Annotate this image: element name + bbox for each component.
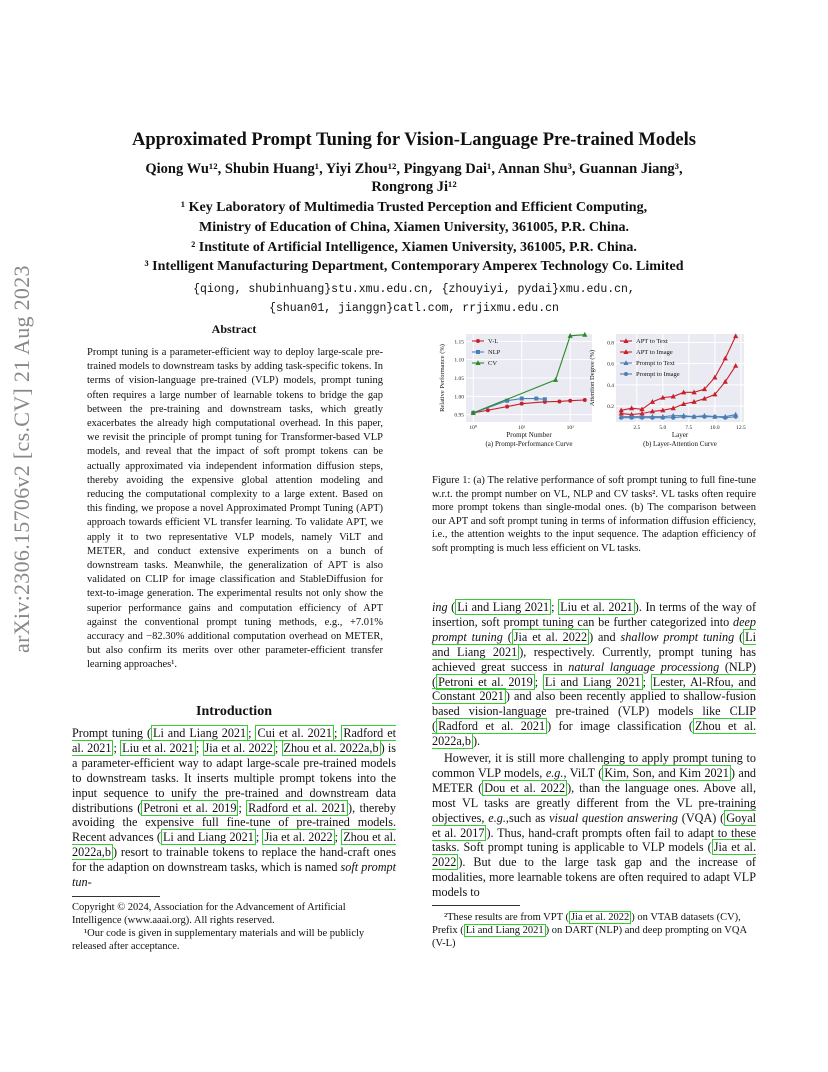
x-axis-label: Layer bbox=[671, 431, 689, 439]
data-point bbox=[505, 405, 509, 409]
citation-link[interactable]: Cui et al. 2021 bbox=[257, 726, 332, 740]
affiliation-1 bbox=[60, 198, 768, 238]
citation-link[interactable]: Radford et al. 2021 bbox=[72, 726, 397, 755]
rc-text: ) and METER ( bbox=[432, 765, 757, 795]
x-tick-label: 10¹ bbox=[518, 425, 526, 431]
rc-text: ( bbox=[734, 629, 744, 644]
rc-text: ( bbox=[502, 629, 512, 644]
data-point bbox=[682, 415, 686, 419]
rc-text: ) for image classification ( bbox=[547, 719, 693, 734]
rc-sep: ; bbox=[534, 674, 543, 689]
figure-1 bbox=[432, 326, 756, 466]
y-tick-label: 0.4 bbox=[607, 382, 614, 389]
rc-italic: visual question answering bbox=[549, 810, 678, 825]
chart-sublabel: (b) Layer-Attention Curve bbox=[643, 440, 717, 448]
copyright-notice: Copyright © 2024, Association for the Advancement of Artificial Intelligence (www.aaai.org). All rights reserved. bbox=[72, 902, 346, 926]
citation-link[interactable]: Jia et al. 2022 bbox=[432, 840, 756, 870]
introduction-paragraph bbox=[72, 726, 396, 890]
intro-text: ) is a parameter-efficient way to adapt large-scale pre-trained models to downstream tasks. It inserts multiple prompt tokens into the input sequence to unify the pre-trained and downstream data distributions ( bbox=[72, 740, 397, 815]
legend-marker bbox=[476, 339, 480, 343]
citation-link[interactable]: Li and Liang 2021 bbox=[432, 629, 756, 659]
data-point bbox=[671, 416, 675, 420]
x-axis-label: Prompt Number bbox=[506, 431, 552, 439]
citation-link[interactable]: Jia et al. 2022 bbox=[204, 740, 273, 755]
citation-link[interactable]: Li and Liang 2021 bbox=[544, 674, 641, 689]
data-point bbox=[543, 397, 547, 401]
citation-link[interactable]: Zhou et al. 2022a,b bbox=[432, 719, 757, 749]
data-point bbox=[630, 416, 634, 420]
rc-text: ), respectively. Currently, prompt tuning has achieved great success in bbox=[432, 644, 756, 674]
y-tick-label: 0.2 bbox=[607, 404, 614, 411]
x-tick-label: 7.5 bbox=[685, 425, 693, 431]
data-point bbox=[723, 416, 727, 420]
footnote-2 bbox=[432, 911, 756, 950]
x-tick-label: 2.5 bbox=[633, 425, 641, 431]
y-tick-label: 1.10 bbox=[454, 357, 464, 364]
citation-link[interactable]: Radford et al. 2021 bbox=[438, 719, 546, 734]
legend-label: Prompt to Text bbox=[636, 360, 675, 368]
citation-link[interactable]: Li and Liang 2021 bbox=[457, 600, 550, 614]
right-column-paragraph-1 bbox=[432, 600, 756, 749]
citation-link[interactable]: Jia et al. 2022 bbox=[513, 629, 588, 644]
y-tick-label: 1.15 bbox=[454, 339, 464, 346]
x-tick-label: 10⁰ bbox=[469, 425, 478, 431]
arxiv-identifier: arXiv:2306.15706v2 [cs.CV] 21 Aug 2023 bbox=[9, 265, 34, 653]
legend-marker bbox=[476, 350, 480, 354]
rc-text: ,such as bbox=[505, 810, 550, 825]
x-tick-label: 10.0 bbox=[710, 425, 720, 431]
rc-italic: deep prompt tuning bbox=[432, 614, 756, 644]
rc-text: ) and bbox=[589, 629, 621, 644]
chart-sublabel: (a) Prompt-Performance Curve bbox=[485, 440, 573, 448]
legend-label: APT to Text bbox=[636, 338, 668, 346]
legend-marker bbox=[624, 372, 628, 376]
rc-text: ), than the language ones. Above all, most VL tasks are greatly different from the VL pre-training objectives, bbox=[432, 780, 756, 825]
y-axis-label: Attention Degree (%) bbox=[589, 349, 596, 407]
rc-italic: natural language processiong bbox=[568, 659, 720, 674]
affiliation-1-line-1: ¹ Key Laboratory of Multimedia Trusted Perception and Efficient Computing, bbox=[180, 200, 648, 215]
citation-link[interactable]: Jia et al. 2022 bbox=[570, 912, 630, 923]
data-point bbox=[583, 398, 587, 402]
email-line-1: {qiong, shubinhuang}stu.xmu.edu.cn, {zhouyiyi, pydai}xmu.edu.cn, bbox=[193, 283, 635, 296]
intro-sep: ; bbox=[255, 830, 263, 845]
data-point bbox=[692, 415, 696, 419]
rc-text: ( bbox=[447, 600, 456, 614]
intro-text: ) resort to trainable tokens to replace the hand-craft ones for the adaption on downstream tasks, which is named bbox=[72, 845, 396, 875]
data-point bbox=[520, 397, 524, 401]
authors-line-2: Rongrong Ji¹² bbox=[371, 179, 457, 195]
data-point bbox=[640, 416, 644, 420]
fn2-text: ) on DART (NLP) and deep prompting on VQA (V-L) bbox=[432, 925, 747, 949]
intro-text: Prompt tuning ( bbox=[72, 726, 152, 740]
authors-line-1: Qiong Wu¹², Shubin Huang¹, Yiyi Zhou¹², Pingyang Dai¹, Annan Shu³, Guannan Jiang³, bbox=[145, 161, 683, 177]
x-tick-label: 12.5 bbox=[736, 425, 746, 431]
legend-label: Prompt to Image bbox=[636, 371, 680, 379]
data-point bbox=[486, 408, 490, 412]
email-addresses bbox=[60, 280, 768, 318]
intro-sep: ; bbox=[195, 740, 203, 755]
data-point bbox=[713, 415, 717, 419]
paper-title: Approximated Prompt Tuning for Vision-Language Pre-trained Models bbox=[132, 130, 696, 150]
intro-sep: ; bbox=[333, 726, 342, 740]
abstract-heading: Abstract bbox=[211, 322, 257, 336]
fn2-text: ) on VTAB datasets (CV), Prefix ( bbox=[432, 912, 741, 936]
y-tick-label: 0.8 bbox=[607, 340, 614, 347]
rc-sep: ; bbox=[551, 600, 559, 614]
data-point bbox=[619, 416, 623, 420]
y-tick-label: 0.95 bbox=[454, 412, 464, 419]
citation-link[interactable]: Li and Liang 2021 bbox=[153, 726, 247, 740]
footnote-1: ¹Our code is given in supplementary materials and will be publicly released after acceptance. bbox=[72, 928, 365, 952]
rc-sep: ; bbox=[642, 674, 651, 689]
citation-link[interactable]: Jia et al. 2022 bbox=[264, 830, 333, 845]
legend-label: V-L bbox=[488, 338, 499, 346]
data-point bbox=[650, 416, 654, 420]
y-tick-label: 0.6 bbox=[607, 361, 614, 368]
rc-text: However, it is still more challenging to apply prompt tuning to common VLP models, bbox=[432, 751, 756, 780]
citation-link[interactable]: Zhou et al. 2022a,b bbox=[72, 830, 396, 860]
y-tick-label: 1.05 bbox=[454, 376, 464, 382]
footnote-rule bbox=[72, 896, 160, 897]
figure-1-charts bbox=[432, 326, 756, 466]
citation-link[interactable]: Goyal et al. 2017 bbox=[432, 810, 756, 840]
abstract-body: Prompt tuning is a parameter-efficient way to deploy large-scale pre-trained models to downstream tasks by adding task-specific tokens. In terms of vision-language pre-trained (VLP) models, prompt tuning often requires a large number of learnable tokens to bridge the gap between the pre-training and downstream tasks, which greatly exacerbates the already high computational overhead. In this paper, we revisit the principle of prompt tuning for Transformer-based VLP models, and reveal that the impact of soft prompt tokens can be actually approximated via independent information diffusion steps, thereby avoiding the expensive global attention modeling and reducing the computational complexity to a large extent. Based on this finding, we propose a novel Approximated Prompt Tuning (APT) approach towards efficient VL transfer learning. To validate APT, we apply it to two representative VLP models, namely ViLT and METER, and conduct extensive experiments on a bunch of downstream tasks. Meanwhile, the generalization of APT is also validated on CLIP for image classification and StableDiffusion for text-to-image generation. The experimental results not only show the superior performance gains and computation efficiency of APT against the conventional prompt tuning methods, e.g., +7.01% accuracy and −82.30% additional computation overhead on METER, but also confirm its merits over other parameter-efficient transfer learning approaches¹. bbox=[87, 347, 383, 671]
data-point bbox=[661, 416, 665, 420]
citation-link[interactable]: Radford et al. 2021 bbox=[248, 800, 347, 815]
y-axis-label: Relative Performance (%) bbox=[439, 344, 446, 412]
intro-sep: ; bbox=[113, 740, 121, 755]
footnote-rule-right bbox=[432, 905, 520, 906]
affiliation-3: ³ Intelligent Manufacturing Department, Contemporary Amperex Technology Co. Limited bbox=[144, 259, 684, 274]
rc-text: ). In terms of the way of insertion, soft prompt tuning can be further categorized into bbox=[432, 600, 757, 629]
rc-italic: e.g. bbox=[488, 810, 506, 825]
author-list bbox=[90, 160, 738, 196]
data-point bbox=[568, 399, 572, 403]
fn2-text: ²These results are from VPT ( bbox=[444, 912, 569, 923]
rc-text: ). Thus, hand-craft prompts often fail to adapt to these tasks. Soft prompt tuning is applicable to VLP models ( bbox=[432, 825, 756, 855]
x-tick-label: 10² bbox=[566, 425, 574, 431]
data-point bbox=[734, 415, 738, 419]
rc-italic: ing bbox=[432, 600, 448, 614]
citation-link[interactable]: Lester, Al-Rfou, and Constant 2021 bbox=[432, 674, 757, 704]
rc-text: ) and also been recently applied to shallow-fusion based vision-language pre-trained (VLP) models like CLIP ( bbox=[432, 689, 756, 734]
rc-italic: shallow prompt tuning bbox=[620, 629, 735, 644]
citation-link[interactable]: Kim, Son, and Kim 2021 bbox=[604, 765, 729, 780]
legend-label: APT to Image bbox=[636, 349, 673, 357]
affiliation-2: ² Institute of Artificial Intelligence, Xiamen University, 361005, P.R. China. bbox=[191, 240, 637, 255]
legend-label: CV bbox=[488, 360, 498, 368]
data-point bbox=[702, 415, 706, 419]
rc-text: , ViLT ( bbox=[563, 765, 603, 780]
rc-text: ). bbox=[472, 734, 481, 749]
citation-link[interactable]: Dou et al. 2022 bbox=[484, 780, 566, 795]
citation-link[interactable]: Petroni et al. 2019 bbox=[438, 674, 533, 689]
rc-text: (NLP) ( bbox=[432, 659, 756, 689]
citation-link[interactable]: Petroni et al. 2019 bbox=[143, 800, 237, 815]
affiliation-1-line-2: Ministry of Education of China, Xiamen University, 361005, P.R. China. bbox=[198, 220, 629, 235]
intro-italic: soft prompt tun- bbox=[72, 860, 396, 890]
citation-link[interactable]: Li and Liang 2021 bbox=[465, 925, 544, 936]
intro-sep: ; bbox=[238, 800, 247, 815]
intro-text: ), thereby avoiding the expensive full fine-tune of pre-trained models. Recent advances ( bbox=[72, 800, 396, 845]
citation-link[interactable]: Zhou et al. 2022a,b bbox=[283, 740, 379, 755]
figure-caption: Figure 1: (a) The relative performance of soft prompt tuning to full fine-tune w.r.t. the prompt number on VL, NLP and CV tasks². VL tasks often require more prompt tokens than single-modal ones. (b) The comparison between our APT and soft prompt tuning in terms of information diffusion efficiency, i.e., the attention weights to the input sequence. The adaption efficiency of soft prompting is much less efficient on VL tasks. bbox=[432, 475, 756, 554]
legend-label: NLP bbox=[488, 349, 501, 357]
data-point bbox=[557, 399, 561, 403]
rc-italic: e.g. bbox=[545, 765, 564, 780]
citation-link[interactable]: Liu et al. 2021 bbox=[560, 600, 633, 614]
introduction-heading: Introduction bbox=[196, 704, 272, 719]
y-tick-label: 1.00 bbox=[454, 394, 464, 401]
right-column-paragraph-2 bbox=[432, 751, 756, 900]
intro-sep: ; bbox=[274, 740, 282, 755]
data-point bbox=[520, 402, 524, 406]
email-line-2: {shuan01, jianggn}catl.com, rrjixmu.edu.cn bbox=[269, 302, 559, 315]
citation-link[interactable]: Li and Liang 2021 bbox=[162, 830, 254, 845]
rc-text: (VQA) ( bbox=[677, 810, 725, 825]
citation-link[interactable]: Liu et al. 2021 bbox=[122, 740, 194, 755]
intro-sep: ; bbox=[334, 830, 342, 845]
rc-text: ). But due to the large task gap and the increase of modalities, more learnable tokens are often required to adapt VLP models to bbox=[432, 855, 756, 900]
x-tick-label: 5.0 bbox=[659, 425, 667, 431]
intro-sep: ; bbox=[248, 726, 256, 740]
data-point bbox=[534, 397, 538, 401]
